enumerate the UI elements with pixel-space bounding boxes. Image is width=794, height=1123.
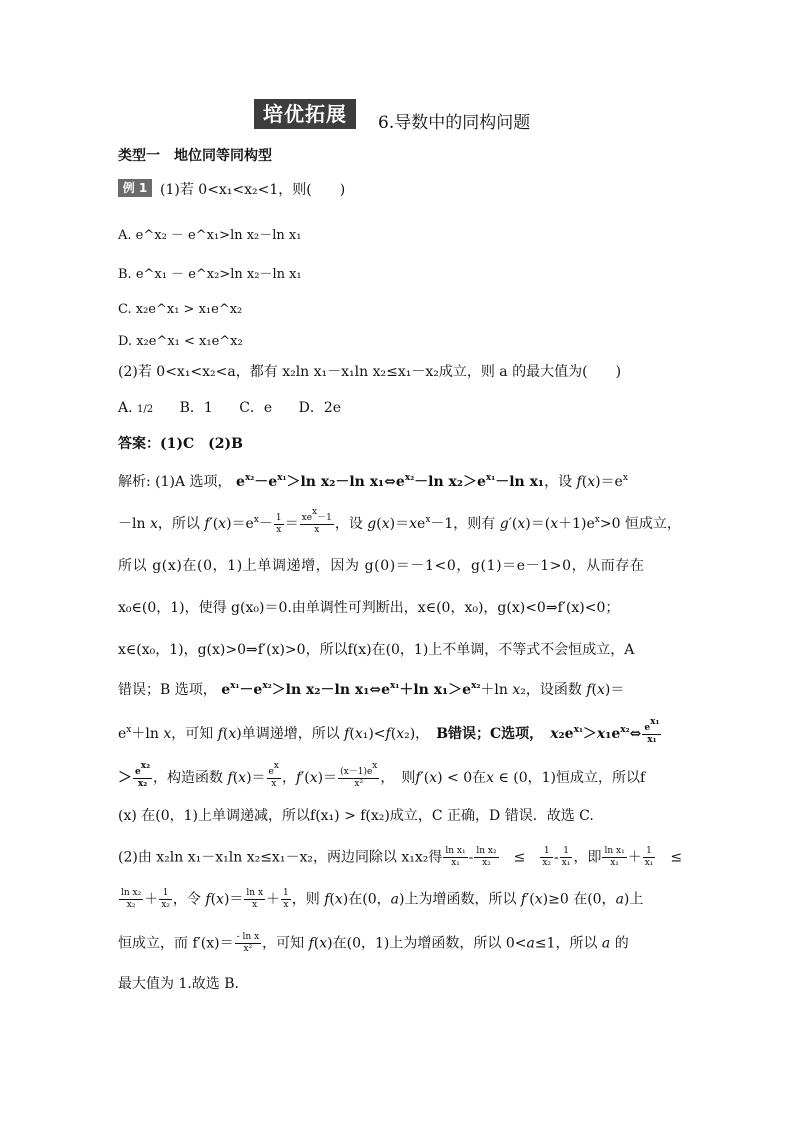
answer-line: 答案：(1)C (2)B xyxy=(118,436,243,452)
analysis-line-3: 所以 g(x)在(0，1)上单调递增，因为 g(0)＝－1<0，g(1)＝e－1>0，从而存在 xyxy=(118,558,645,574)
page-title: 6.导数中的同构问题 xyxy=(378,113,531,133)
analysis-q2-intro: (2)由 x₂ln x₁－x₁ln x₂≤x₁－x₂，两边同除以 x₁x₂得 xyxy=(118,849,443,866)
analysis-line-13: 最大值为 1.故选 B. xyxy=(118,976,239,992)
q1-option-c: C. x₂e^x₁ > x₁e^x₂ xyxy=(118,302,243,317)
analysis-line-4: x₀∈(0，1)，使得 g(x₀)＝0.由单调性可判断出，x∈(0，x₀)，g(x)<0⇒f′(x)<0； xyxy=(118,600,620,616)
analysis-line-8: ＞ $\frac{e^{x_2}}{\text{x₂}}$ ，构造函数 f(x)＝ $\frac{e^x}{x}$ ，f′(x)＝ $\frac{(x-1)e^x}{\text{x²}}$ ， 则f′(x) < 0在x ∈ (0，1)恒成立，所以f xyxy=(118,761,646,789)
analysis-line-10: (2)由 x₂ln x₁－x₁ln x₂≤x₁－x₂，两边同除以 x₁x₂得 $\frac{\text{ln x₁}}{\text{x₁}}$ - $\frac{\text{ln x₂}}{\text{x₂}}$ ≤ $\frac{1}{\text{x₂}}$ - $\frac{1}{\text{x₁}}$ ，即 $\frac{\text{ln x₁}}{\text{x₁}}$ ＋ $\frac{1}{\text{x₁}}$ ≤ xyxy=(118,846,683,868)
q2-option-d: D．2e xyxy=(298,400,342,416)
analysis-intro: 解析: (1)A 选项， xyxy=(118,474,232,490)
q1-option-b: B. e^x₁ － e^x₂>ln x₂－ln x₁ xyxy=(118,267,302,282)
section-badge: 培优拓展 xyxy=(254,99,356,129)
analysis-line-2: －ln x，所以 $f'(x)=e^x-$ $\frac{1}{x}$ ＝ $\frac{xe^x-1}{x}$ ，设 $g(x)=xe^x-1$，则有 $g'(x)=(x+1)e^x>0$ 恒成立， xyxy=(118,507,681,535)
section-title: 类型一 地位同等同构型 xyxy=(118,148,272,164)
analysis-b-intro: 错误；B 选项， xyxy=(118,682,217,698)
analysis-line-12: 恒成立，而 f′(x)＝ $\frac{\text{- ln x}}{\text{x²}}$ ，可知 f(x)在(0，1)上为增函数，所以 0<a≤1，所以 a 的 xyxy=(118,932,629,954)
q1-stem: (1)若 0<x₁<x₂<1，则( ) xyxy=(160,182,346,198)
q2-option-a: A. xyxy=(118,400,133,416)
analysis-q2-derivative: 恒成立，而 f′(x)＝ xyxy=(118,935,234,952)
q1-option-d: D. x₂e^x₁ < x₁e^x₂ xyxy=(118,334,243,349)
example-label: 例 1 xyxy=(118,179,152,197)
analysis-line-5: x∈(x₀，1)，g(x)>0⇒f′(x)>0，所以f(x)在(0，1)上不单调，不等式不会恒成立，A xyxy=(118,642,635,658)
q2-options xyxy=(118,398,341,420)
analysis-line-11: $\frac{\text{ln x₂}}{\text{x₂}}$ ＋ $\frac{1}{\text{x₂}}$ ，令 f(x)＝ $\frac{\text{ln x}}{x}$ ＋ $\frac{1}{x}$ ，则 f(x)在(0，a)上为增函数，所以 f′(x)≥0 在(0，a)上 xyxy=(121,888,644,910)
analysis-line-9: (x) 在(0，1)上单调递减，所以f(x₁) > f(x₂)成立，C 正确，D 错误．故选 C. xyxy=(118,808,594,824)
q2-option-a-value: 1/2 xyxy=(137,404,154,415)
analysis-line-6: 错误；B 选项， $e^{x_1}-e^{x_2}>\ln$ x₂－ln $x_1\Leftrightarrow e^{x_1}+\ln$ $x_1>e^{x_2}+\ln$ x₂，设函数 f(x)＝ xyxy=(118,681,625,698)
q2-stem: (2)若 0<x₁<x₂<a，都有 x₂ln x₁－x₁ln x₂≤x₁－x₂成立，则 a 的最大值为( ) xyxy=(118,364,622,380)
q2-option-c: C．e xyxy=(239,400,273,416)
q1-option-a: A. e^x₂ － e^x₁>ln x₂－ln x₁ xyxy=(118,228,302,243)
analysis-line-1: 解析: (1)A 选项， $e^{x_2}-e^{x_1}>\ln$ x₂－ln $x_1\Leftrightarrow e^{x_2}-\ln$ $x_2>e^{x_1}-\ln$ x₁，设 $f(x)=e^x$ xyxy=(118,473,628,490)
q2-option-b: B．1 xyxy=(179,400,213,416)
analysis-line-7: $e^x+\ln$ x，可知 f(x)单调递增，所以 f(x₁)<f(x₂)， B错误；C选项， $x_2e^{x_1}>x_1e^{x_2}\Leftrightarrow$ $\frac{e^{x_1}}{\text{x₁}}$ xyxy=(118,717,660,745)
